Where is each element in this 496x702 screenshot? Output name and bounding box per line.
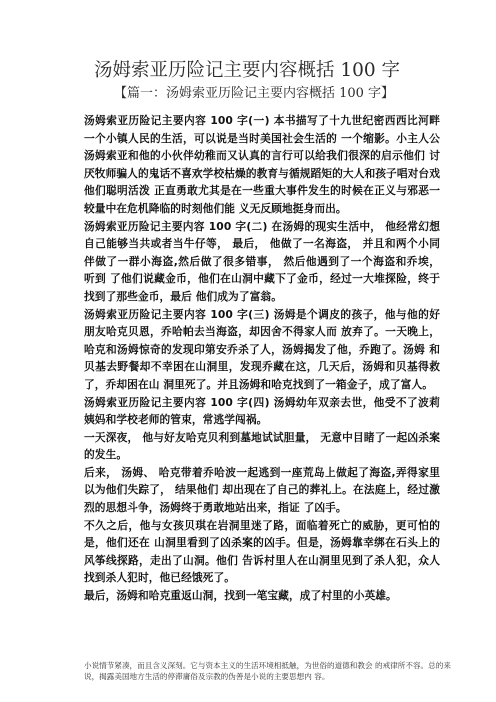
paragraph-5: 一天深夜， 他与好友哈克贝利到墓地试试胆量， 无意中目睹了一起凶杀案的发生。 xyxy=(84,430,440,462)
paragraph-2: 汤姆索亚历险记主要内容 100 字(二) 在汤姆的现实生活中， 他经常幻想自己能够当共或者当牛仔等， 最后， 他做了一名海盗， 并且和两个小同伴做了一群小海盗,然后做了很多错事， 然后他遇到了一个海盗和乔埃， 听到 了他们说藏金币，他们在山洞中藏下了金币，经过一大堆探险，终于找到了那些金币，最后 他们成为了富翁。 xyxy=(84,219,440,303)
document-title: 汤姆索亚历险记主要内容概括 100 字 xyxy=(93,60,401,81)
paragraph-7: 不久之后，他与女孩贝琪在岩洞里迷了路，面临着死亡的威胁，更可怕的是，他们还在 山洞里看到了凶杀案的凶手。但是，汤姆靠幸绑在石头上的风筝线探路，走出了山洞。他们 告诉村里人在山洞里见到了杀人犯，众人找到杀人犯时，他已经饿死了。 xyxy=(84,518,440,585)
document-subtitle: 【篇一：汤姆索亚历险记主要内容概括 100 字】 xyxy=(113,86,395,101)
paragraph-4: 汤姆索亚历险记主要内容 100 字(四) 汤姆幼年双亲去世，他受不了波莉姨妈和学校老师的管束，常逃学闯祸。 xyxy=(84,395,440,427)
document-body xyxy=(84,112,440,605)
paragraph-3: 汤姆索亚历险记主要内容 100 字(三) 汤姆是个调皮的孩子，他与他的好朋友哈克贝恩，乔哈帕去当海盗，却因舍不得家人而 放弃了。一天晚上，哈克和汤姆惊奇的发现印第安乔杀了人，汤姆揭发了他，乔跑了。汤姆 和贝基去野餐却不幸困在山洞里，发现乔藏在这，几天后，汤姆和贝基得救了，乔却困在山 洞里死了。并且汤姆和哈克找到了一箱金子，成了富人。 xyxy=(84,307,440,391)
footnote: 小说情节紧凑，而且含义深刻。它与资本主义的生活环境相抵触，为世俗的道德和教会 的戒律所不容。总的来说，揭露美国地方生活的停滞庸俗及宗教的伪善是小说的主要思想内 容。 xyxy=(84,661,451,681)
paragraph-6: 后来， 汤姆、 哈克带着乔哈波一起逃到一座荒岛上做起了海盗,弄得家里以为他们失踪了， 结果他们 却出现在了自己的葬礼上。在法庭上，经过激烈的思想斗争，汤姆终于勇敢地站出来，指证 了凶手。 xyxy=(84,465,440,515)
paragraph-8: 最后，汤姆和哈克重返山洞，找到一笔宝藏，成了村里的小英雄。 xyxy=(84,589,397,603)
paragraph-1: 汤姆索亚历险记主要内容 100 字(一) 本书描写了十九世纪密西西比河畔一个小镇人民的生活，可以说是当时美国社会生活的 一个缩影。小主人公汤姆索亚和他的小伙伴幼稚而又认真的言行可以给我们很深的启示他们 讨厌牧师骗人的鬼话不喜欢学校枯燥的教育与循规蹈矩的大人和孩子唱对台戏他们聪明活泼 正直勇敢尤其是在一些重大事件发生的时候在正义与邪恶一较量中在危机降临的时刻他们能 义无反顾地挺身而出。 xyxy=(84,114,440,215)
